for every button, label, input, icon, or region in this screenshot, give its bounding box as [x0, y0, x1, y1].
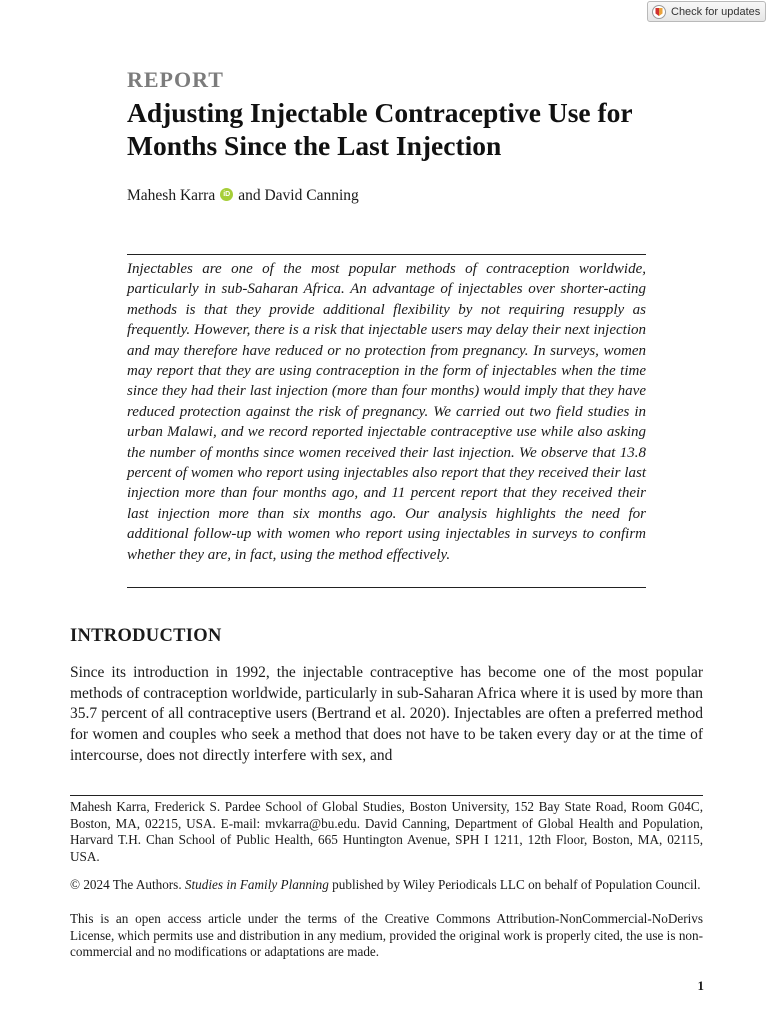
section-heading: INTRODUCTION [70, 626, 222, 646]
page-number: 1 [697, 978, 704, 993]
abstract-text: Injectables are one of the most popular methods of contraception worldwide, particularly in sub-Saharan Africa. An advantage of injectables over shorter-acting methods is that they provide additional flexibility by not requiring resupply as frequently. However, there is a risk that injectable users may delay their next injection and may therefore have reduced or no protection from pregnancy. In surveys, women may report that they are using contraception in the form of injectables when the time since they had their last injection (more than four months) would imply that they have reduced protection against the risk of pregnancy. We carried out two field studies in urban Malawi, and we record reported injectable contraceptive use while also asking the number of months since women received their last injection. We observe that 13.8 percent of women who report using injectables also report that they received their last injection more than four months ago, and 11 percent report that they received their last injection more than six months ago. Our analysis highlights the need for additional follow-up with women who report using injectables in surveys to confirm whether they are, in fact, using the method effectively. [127, 261, 646, 563]
check-for-updates-label: Check for updates [671, 5, 761, 18]
article-type-label: REPORT [127, 67, 224, 92]
copyright-prefix: © 2024 The Authors. [70, 877, 185, 892]
crossmark-icon [652, 5, 666, 19]
footnote-rule [70, 795, 703, 796]
abstract-bottom-rule [127, 587, 646, 588]
copyright-suffix: published by Wiley Periodicals LLC on behalf of Population Council. [328, 877, 701, 892]
article-title: Adjusting Injectable Contraceptive Use for Months Since the Last Injection [127, 97, 633, 161]
author-name-second: and David Canning [238, 187, 359, 204]
author-affiliations: Mahesh Karra, Frederick S. Pardee School of Global Studies, Boston University, 152 Bay State Road, Room G04C, Boston, MA, 02215, USA. E-mail: mvkarra@bu.edu. David Canning, Department of Global Health and Population, Harvard T.H. Chan School of Public Health, 665 Huntington Avenue, SPH I 1211, 12th Floor, Boston, MA, 02115, USA. [70, 799, 703, 864]
orcid-icon[interactable]: iD [220, 188, 233, 201]
abstract-top-rule [127, 254, 646, 255]
journal-name: Studies in Family Planning [184, 877, 329, 892]
author-line [127, 186, 359, 206]
copyright-notice [70, 877, 703, 894]
author-name: Mahesh Karra [127, 187, 216, 204]
check-for-updates-button[interactable] [647, 1, 766, 22]
license-notice: This is an open access article under the terms of the Creative Commons Attribution-NonCommercial-NoDerivs License, which permits use and distribution in any medium, provided the original work is properly cited, the use is non-commercial and no modifications or adaptations are made. [70, 911, 703, 960]
introduction-paragraph: Since its introduction in 1992, the injectable contraceptive has become one of the most popular methods of contraception worldwide, particularly in sub-Saharan Africa where it is used by more than 35.7 percent of all contraceptive users (Bertrand et al. 2020). Injectables are often a preferred method for women and couples who seek a method that does not have to be taken every day or at the time of intercourse, does not directly interfere with sex, and [70, 664, 703, 764]
